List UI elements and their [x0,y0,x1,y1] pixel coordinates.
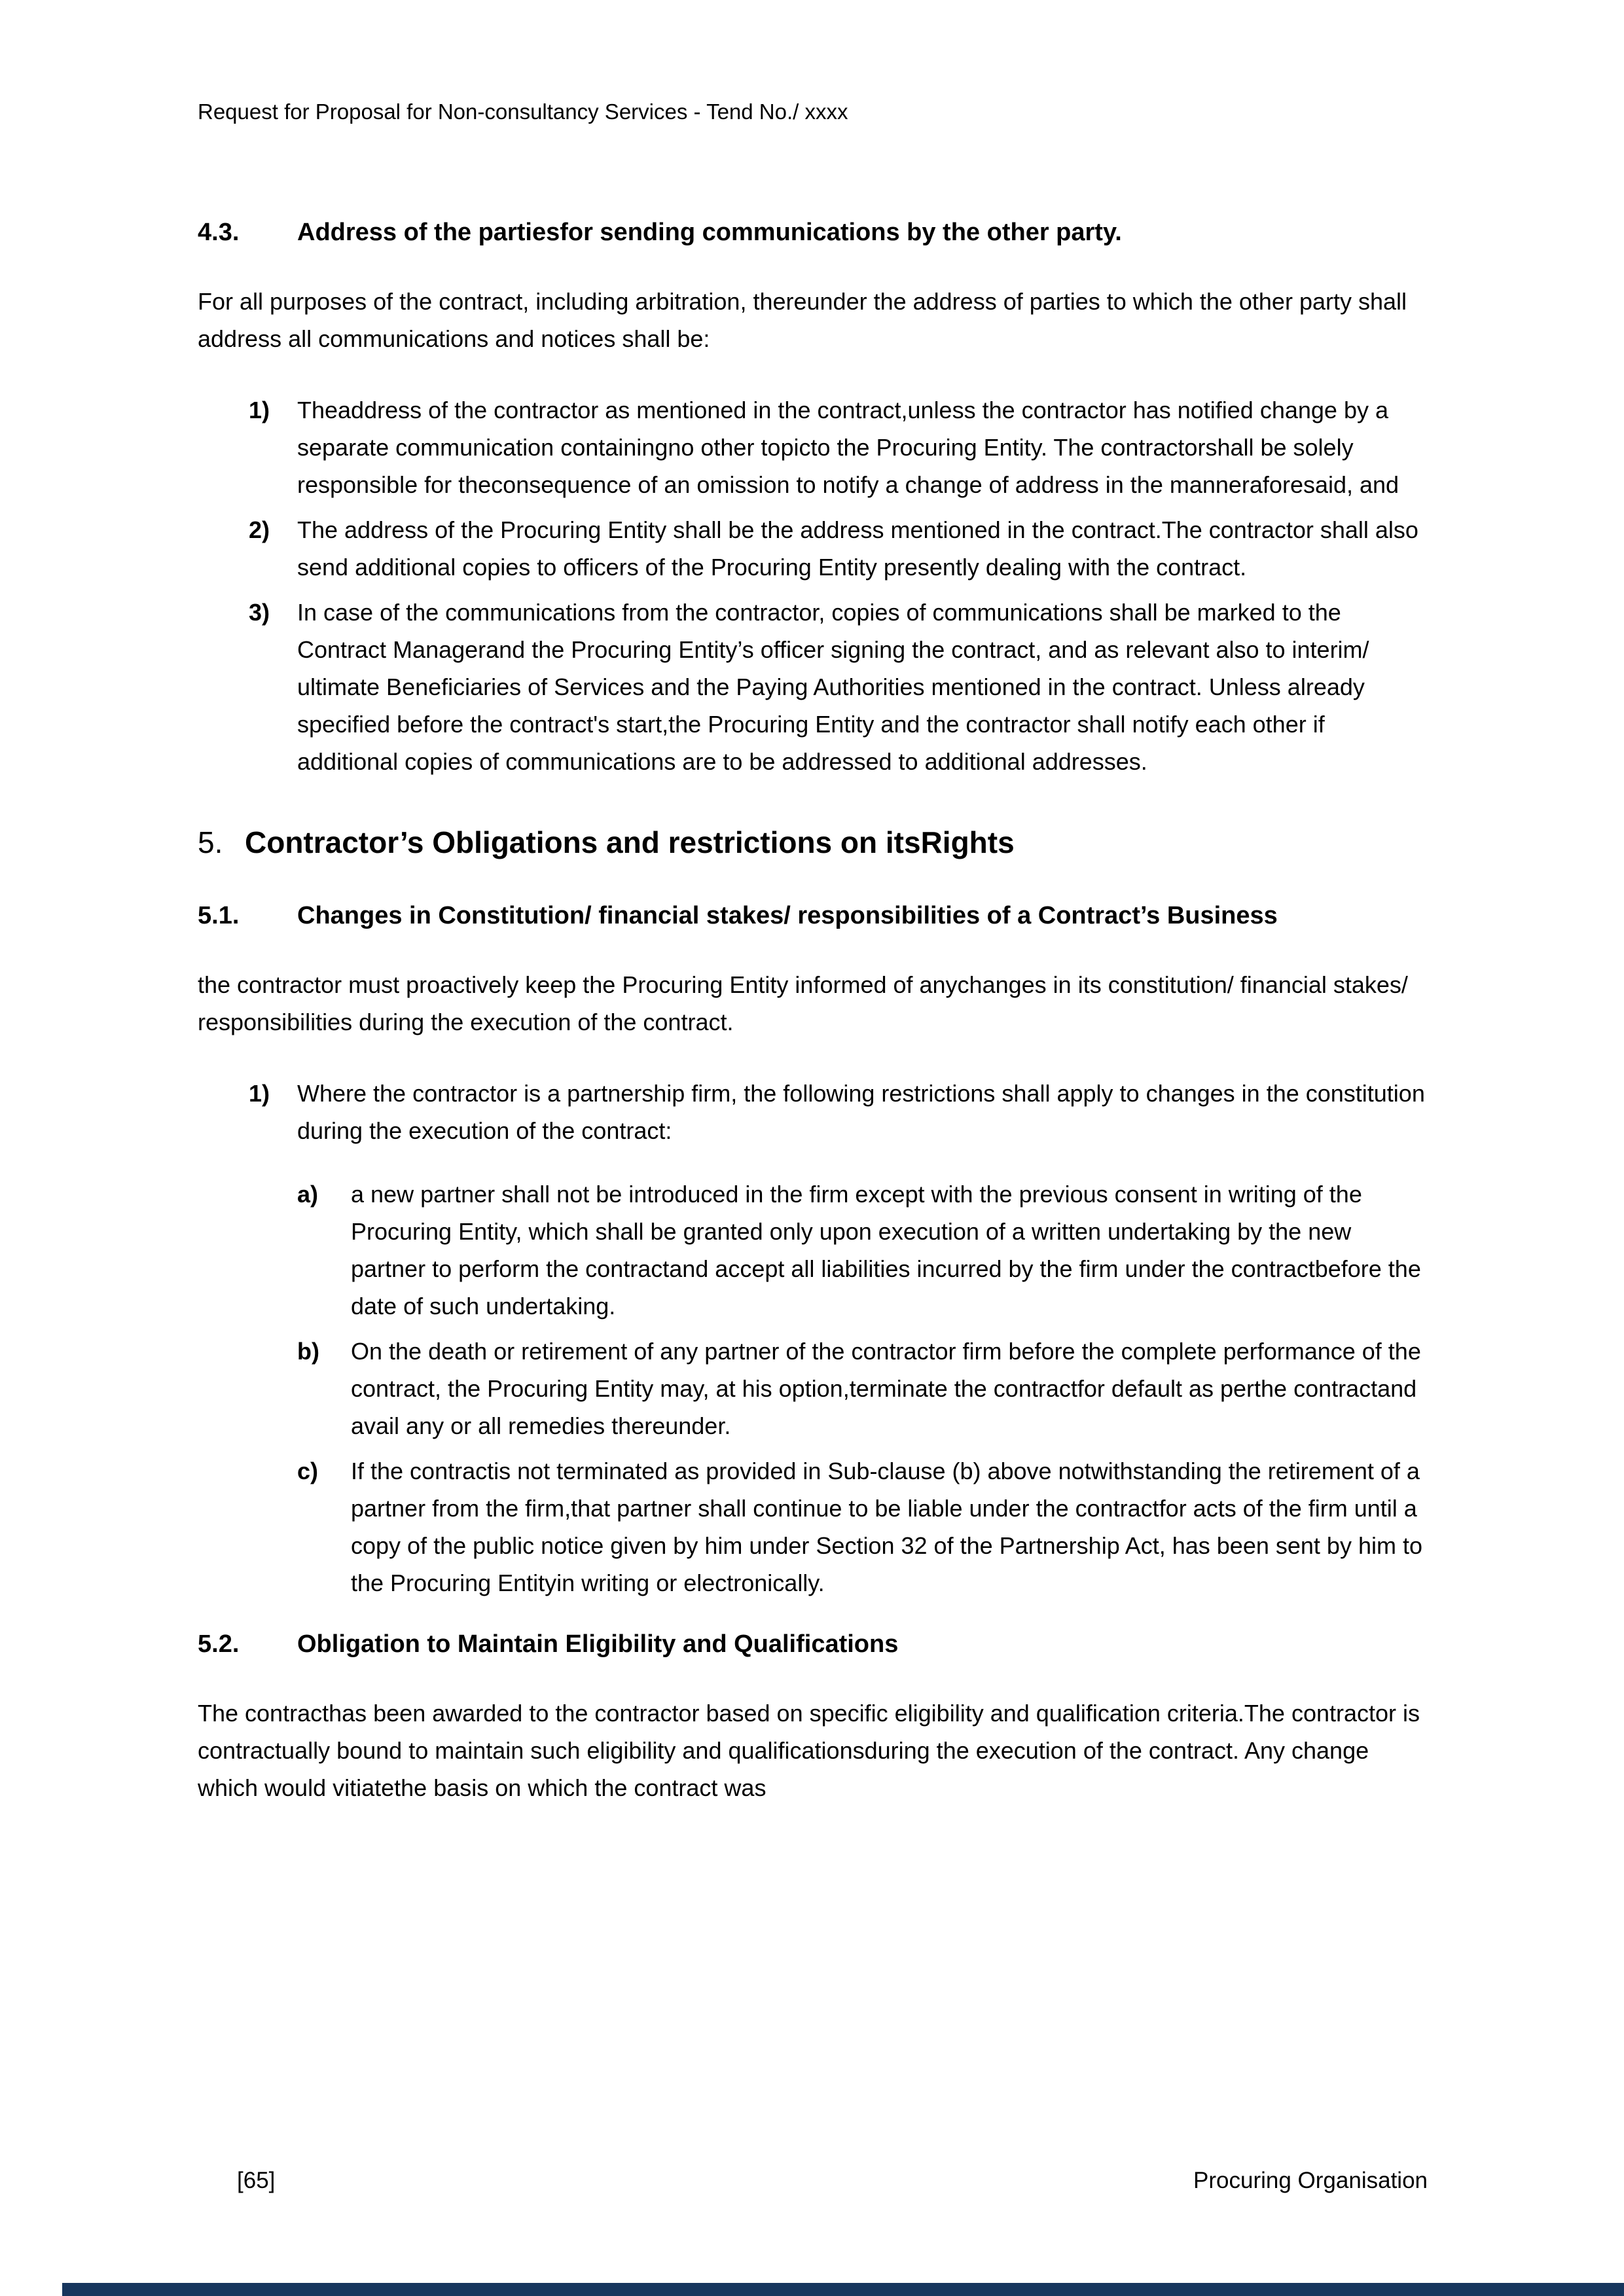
sublist-item [297,1452,1432,1602]
section-heading-5-1 [198,899,1432,932]
sublist-item [297,1175,1432,1325]
list-item [249,594,1432,780]
page-number: [65] [237,2168,276,2193]
list-item-text: Theaddress of the contractor as mentioned in the contract,unless the contractor has notified change by a separate communication containingno other topicto the Procuring Entity. The contractorshall be solely responsible for theconsequence of an omission to notify a change of address in the manneraforesaid, and [297,397,1399,498]
sublist-item-text: a new partner shall not be introduced in the firm except with the previous consent in writing of the Procuring Entity, which shall be granted only upon execution of a written undertaking by the new partner to perform the contractand accept all liabilities incurred by the firm under the contractbefore the date of such undertaking. [351,1181,1421,1319]
list-item-text: Where the contractor is a partnership firm, the following restrictions shall apply to changes in the constitution during the execution of the contract: [297,1080,1425,1144]
section-title: Changes in Constitution/ financial stakes/ responsibilities of a Contract’s Business [297,902,1278,929]
list-item [249,1075,1432,1149]
list-item-text: The address of the Procuring Entity shall be the address mentioned in the contract.The contractor shall also send additional copies to officers of the Procuring Entity presently dealing with the contract. [297,516,1418,581]
section-5-1-list [198,1075,1432,1602]
section-4-3-intro: For all purposes of the contract, including arbitration, thereunder the address of parties to which the other party shall address all communications and notices shall be: [198,288,1407,352]
list-item [249,511,1432,586]
list-item-number: 1) [249,1080,270,1107]
section-number: 5.1. [198,902,240,929]
section-title: Obligation to Maintain Eligibility and Qualifications [297,1630,899,1658]
footer-organisation: Procuring Organisation [1193,2168,1428,2193]
section-4-3-list [198,391,1432,780]
section-title: Address of the partiesfor sending communications by the other party. [297,219,1122,246]
bottom-page-edge-bar [62,2283,1624,2296]
list-item-text: In case of the communications from the contractor, copies of communications shall be marked to the Contract Managerand the Procuring Entity’s officer signing the contract, and as relevant also to interim/ ultimate Beneficiaries of Services and the Paying Authorities mentioned in the contract. Unless already specified before the contract's start,the Procuring Entity and the contractor shall notify each other if additional copies of communications are to be addressed to additional addresses. [297,599,1369,775]
section-5-2-paragraph: The contracthas been awarded to the contractor based on specific eligibility and qualification criteria.The contractor is contractually bound to maintain such eligibility and qualificationsduring the execution of the contract. Any change which would vitiatethe basis on which the contract was [198,1700,1420,1801]
list-item-number: 1) [249,397,270,423]
page-footer [198,2166,1428,2195]
sublist-item-letter: b) [297,1338,319,1365]
section-title: Contractor’s Obligations and restrictions on itsRights [245,825,1015,859]
section-5-1-sublist [198,1175,1432,1602]
sublist-item [297,1333,1432,1444]
sublist-item-text: On the death or retirement of any partner of the contractor firm before the complete performance of the contract, the Procuring Entity may, at his option,terminate the contractfor default as perthe contractand avail any or all remedies thereunder. [351,1338,1421,1439]
section-number: 5.2. [198,1630,240,1658]
sublist-item-letter: c) [297,1458,319,1484]
list-item [249,391,1432,503]
page-content [198,216,1432,1840]
section-number: 5. [198,825,223,859]
page-header: Request for Proposal for Non-consultancy Services - Tend No./ xxxx [198,99,848,124]
sublist-item-letter: a) [297,1181,319,1208]
list-item-number: 2) [249,516,270,543]
section-number: 4.3. [198,219,240,246]
section-heading-5 [198,823,1432,861]
section-5-1-intro: the contractor must proactively keep the Procuring Entity informed of anychanges in its constitution/ financial stakes/ responsibilities during the execution of the contract. [198,971,1408,1035]
section-heading-4-3 [198,216,1432,249]
section-heading-5-2 [198,1628,1432,1660]
sublist-item-text: If the contractis not terminated as provided in Sub-clause (b) above notwithstanding the retirement of a partner from the firm,that partner shall continue to be liable under the contractfor acts of the firm until a copy of the public notice given by him under Section 32 of the Partnership Act, has been sent by him to the Procuring Entityin writing or electronically. [351,1458,1422,1596]
list-item-number: 3) [249,599,270,626]
